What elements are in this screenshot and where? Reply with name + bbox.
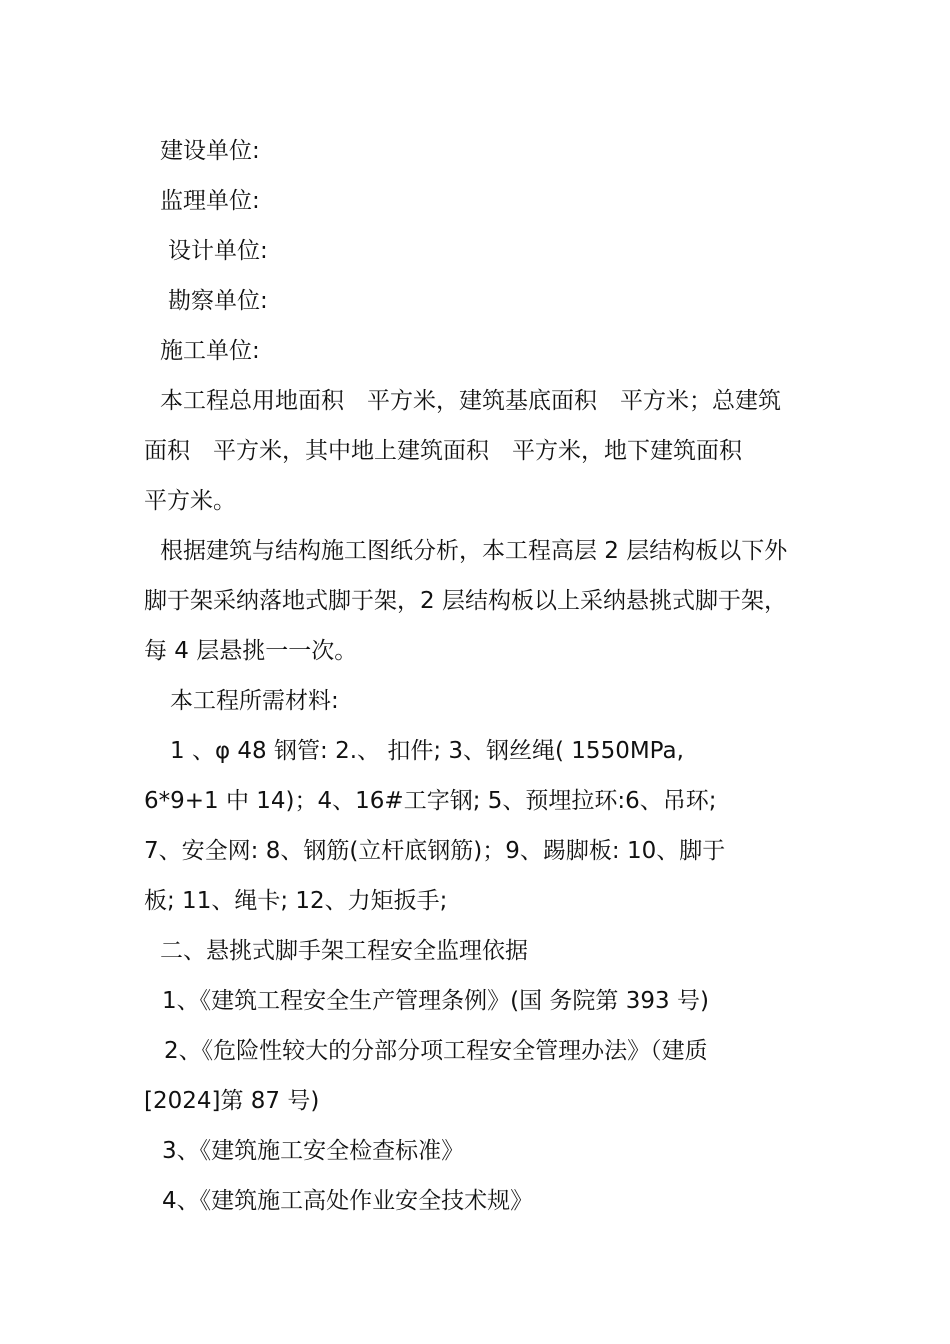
builder-unit-label: 施工单位: <box>160 338 260 364</box>
section-two-heading: 二、悬挑式脚手架工程安全监理依据 <box>160 938 528 964</box>
materials-heading: 本工程所需材料: <box>170 688 339 714</box>
basis-item-2-line-2: [2024]第 87 号) <box>144 1088 320 1114</box>
document-body <box>144 126 824 1226</box>
analysis-paragraph-line-2: 脚于架采纳落地式脚于架，2 层结构板以上采纳悬挑式脚于架， <box>144 588 787 614</box>
materials-line-1: 1 、φ 48 钢管: 2.、 扣件; 3、钢丝绳( 1550MPa, <box>170 738 684 764</box>
design-unit-label: 设计单位: <box>168 238 268 264</box>
materials-line-2: 6*9+1 中 14)；4、16#工字钢; 5、预埋拉环:6、吊环; <box>144 788 717 814</box>
area-paragraph-line-1: 本工程总用地面积 平方米，建筑基底面积 平方米；总建筑 <box>160 388 781 414</box>
basis-item-4: 4、《建筑施工高处作业安全技术规》 <box>162 1188 534 1214</box>
basis-item-2-line-1: 2、《危险性较大的分部分项工程安全管理办法》（建质 <box>164 1038 708 1064</box>
analysis-paragraph-line-1: 根据建筑与结构施工图纸分析，本工程高层 2 层结构板以下外 <box>160 538 788 564</box>
area-paragraph-line-2: 面积 平方米，其中地上建筑面积 平方米，地下建筑面积 <box>144 438 742 464</box>
survey-unit-label: 勘察单位: <box>168 288 268 314</box>
basis-item-1: 1、《建筑工程安全生产管理条例》(国 务院第 393 号) <box>162 988 709 1014</box>
supervision-unit-label: 监理单位: <box>160 188 260 214</box>
area-paragraph-line-3: 平方米。 <box>144 488 236 514</box>
construction-unit-label: 建设单位: <box>160 138 260 164</box>
basis-item-3: 3、《建筑施工安全检查标准》 <box>162 1138 465 1164</box>
materials-line-4: 板; 11、绳卡; 12、力矩扳手; <box>144 888 448 914</box>
materials-line-3: 7、安全网: 8、钢筋(立杆底钢筋)；9、踢脚板: 10、脚于 <box>144 838 726 864</box>
analysis-paragraph-line-3: 每 4 层悬挑一一次。 <box>144 638 358 664</box>
